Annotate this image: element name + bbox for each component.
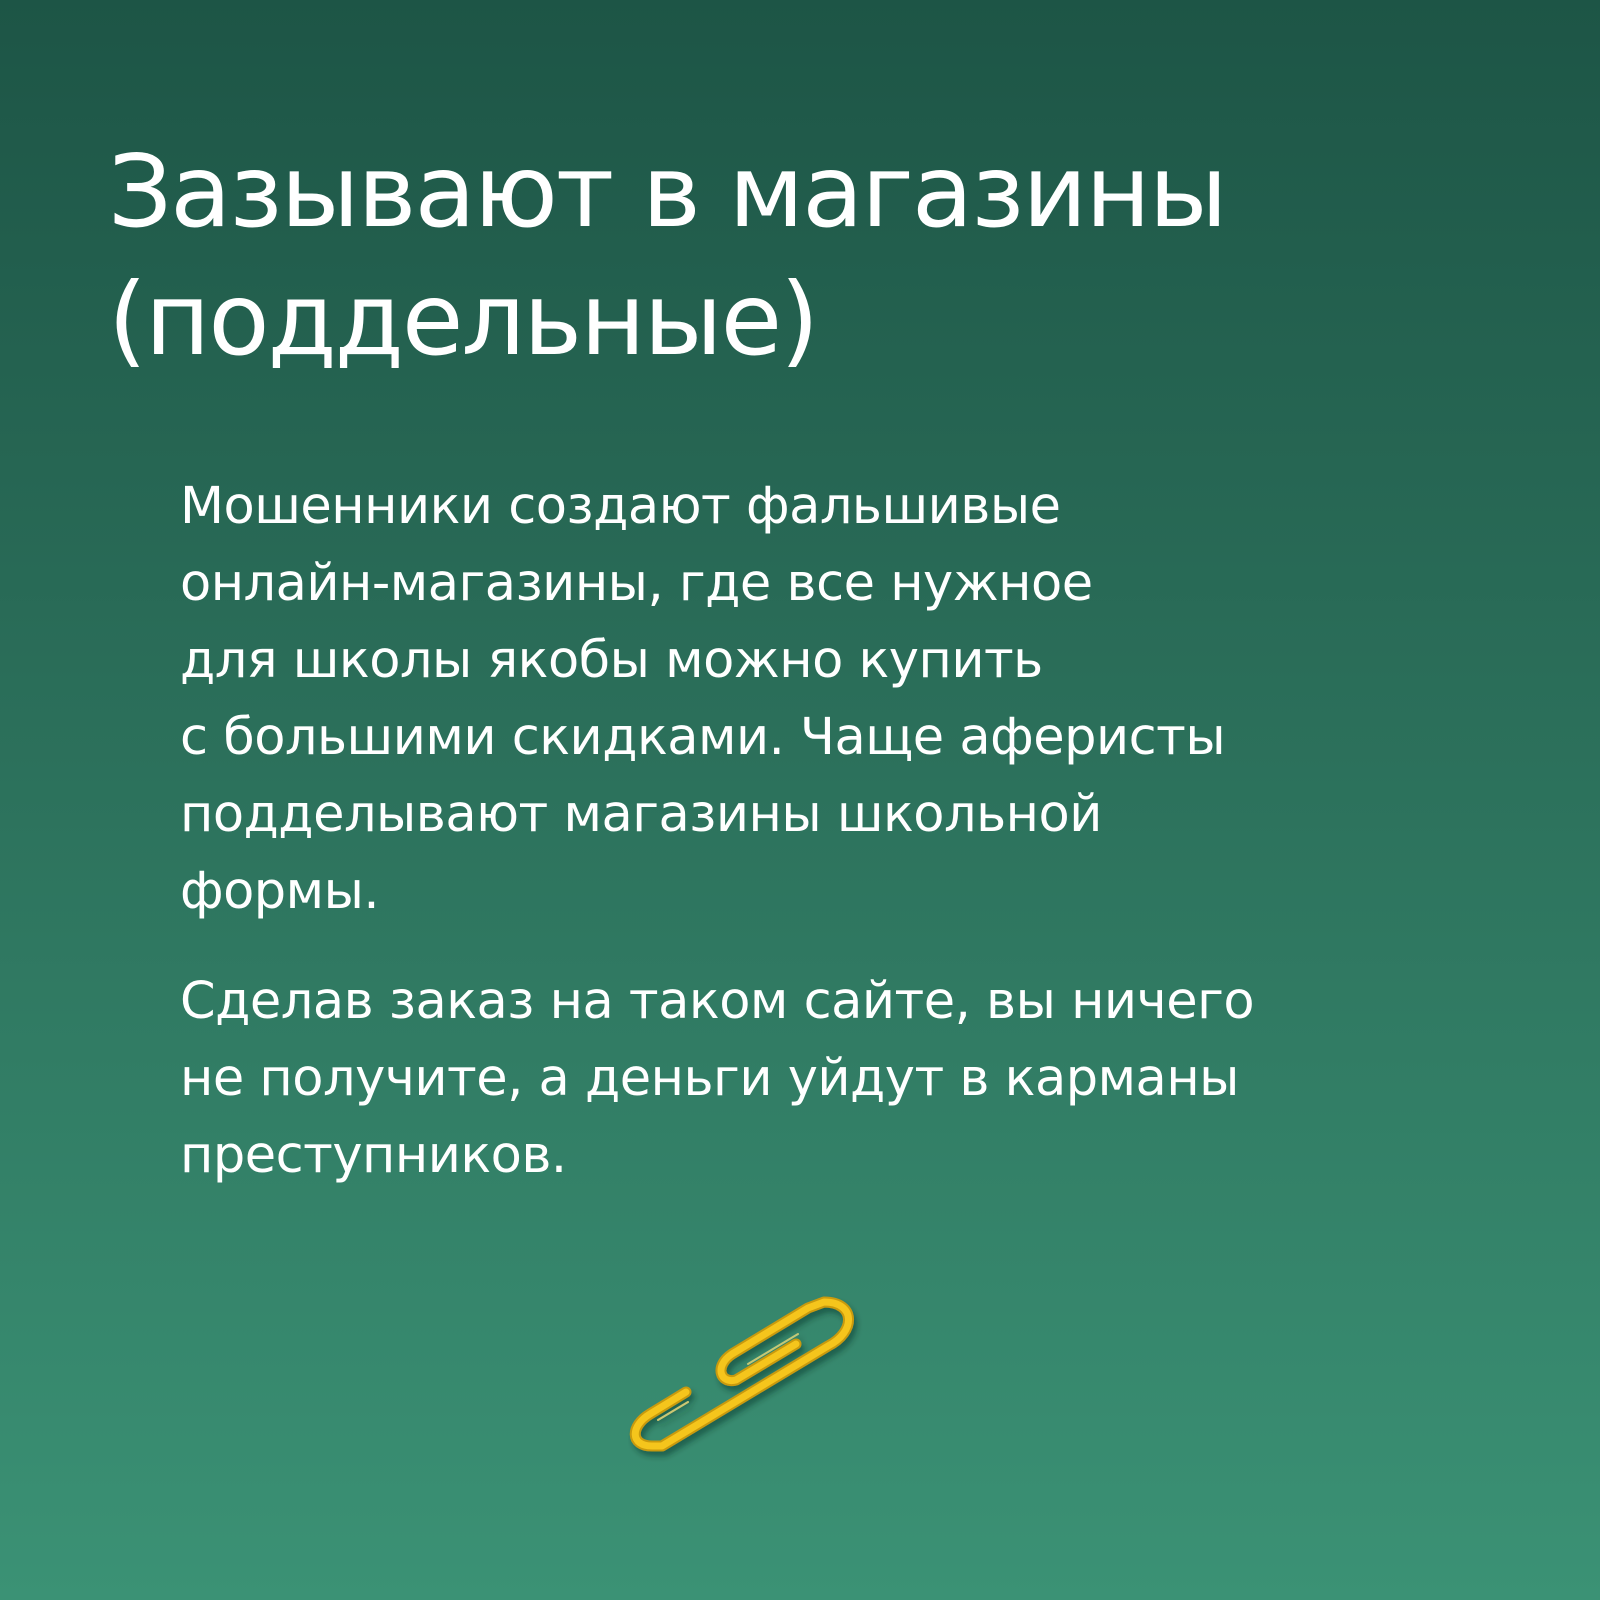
title-line-1: Зазывают в магазины xyxy=(108,133,1226,250)
text-line: формы. xyxy=(180,862,380,921)
text-line: преступников. xyxy=(180,1126,567,1185)
body-text xyxy=(180,468,1460,1194)
paragraph-consequence xyxy=(180,963,1460,1194)
paperclip-body xyxy=(635,1302,848,1446)
text-line: подделывают магазины школьной xyxy=(180,785,1102,844)
text-line: онлайн-магазины, где все нужное xyxy=(180,554,1093,613)
text-line: для школы якобы можно купить xyxy=(180,631,1043,690)
paragraph-fake-shops xyxy=(180,468,1460,930)
text-line: не получите, а деньги уйдут в карманы xyxy=(180,1049,1239,1108)
paperclip-icon xyxy=(628,1294,868,1474)
text-line: Сделав заказ на таком сайте, вы ничего xyxy=(180,972,1255,1031)
page-title xyxy=(108,128,1226,384)
text-line: Мошенники создают фальшивые xyxy=(180,477,1061,536)
text-line: с большими скидками. Чаще аферисты xyxy=(180,708,1226,767)
title-line-2: (поддельные) xyxy=(108,261,818,378)
